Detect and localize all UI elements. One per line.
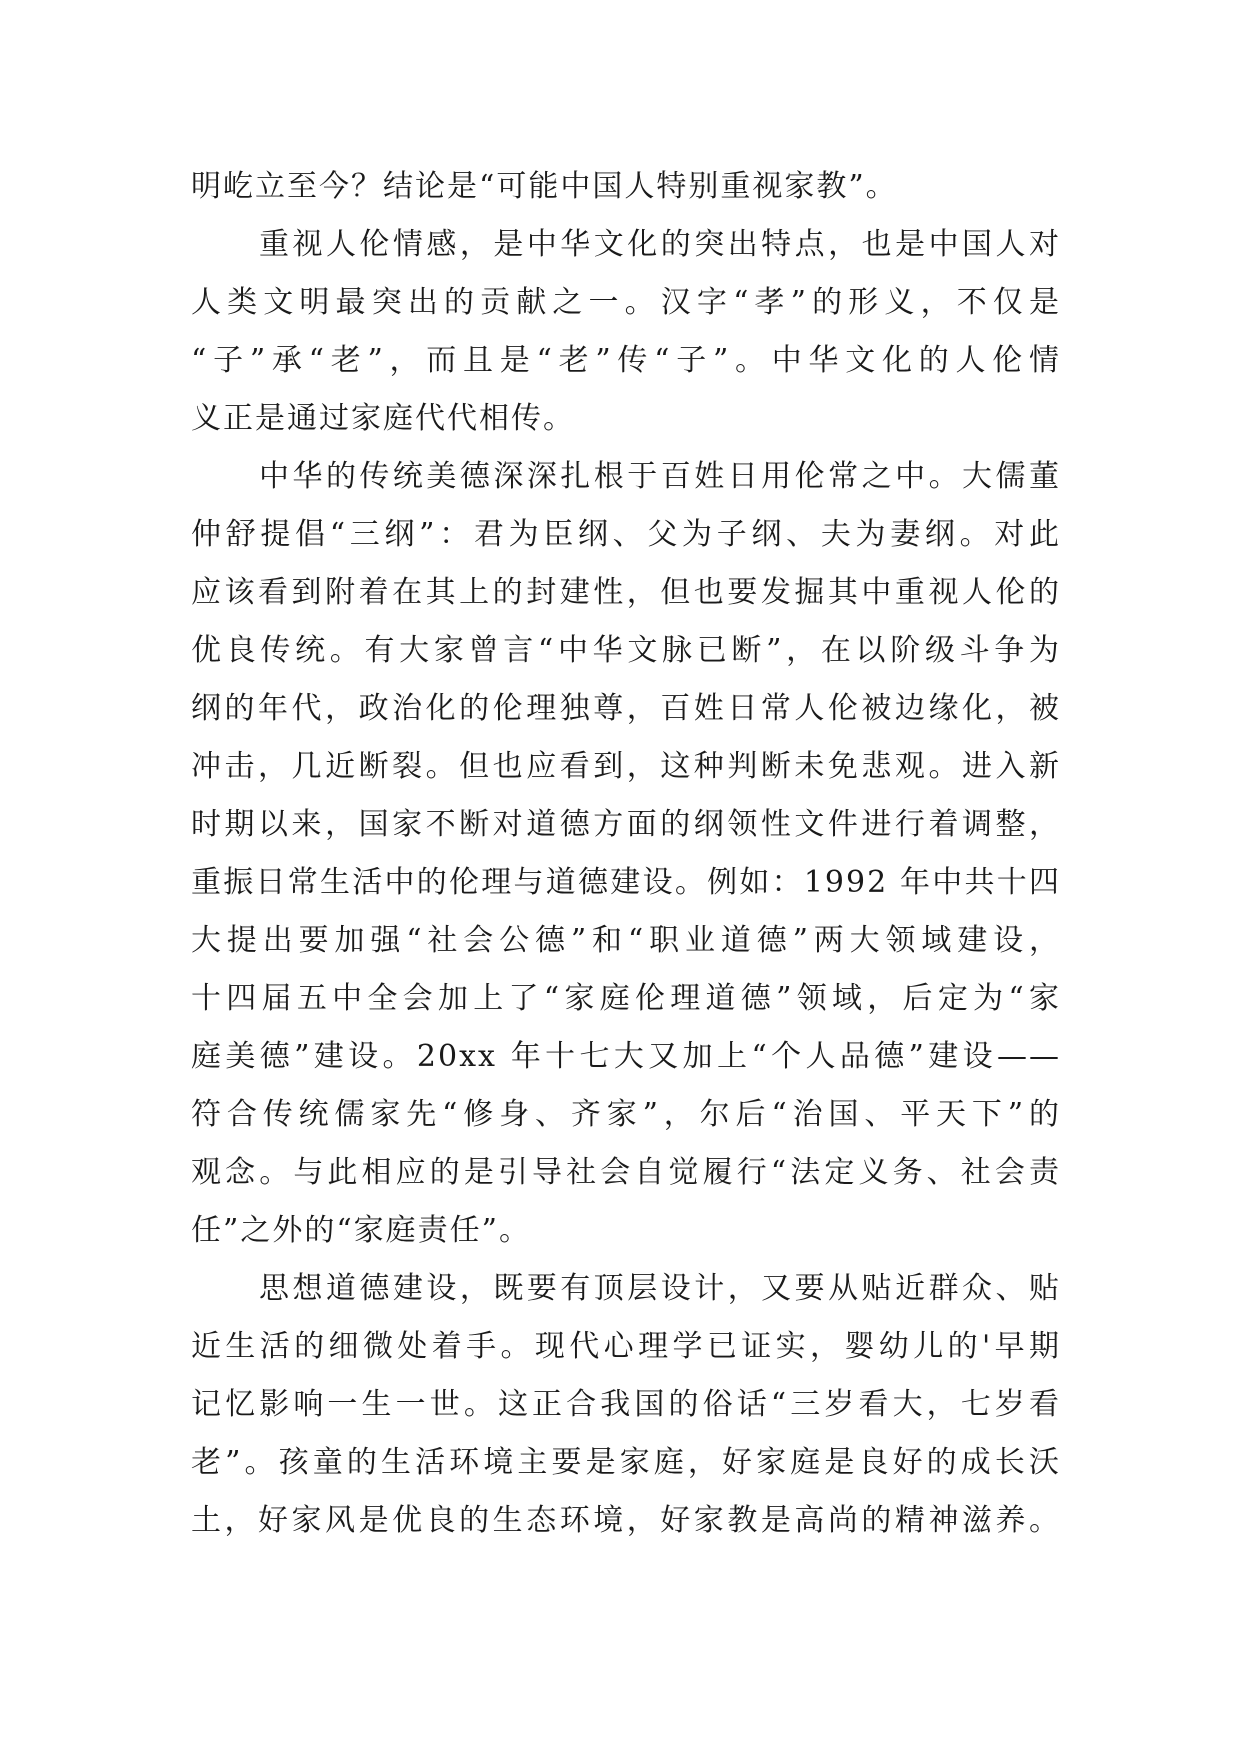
text-line: 大提出要加强“社会公德”和“职业道德”两大领域建设，: [191, 923, 1061, 958]
text-line: 义正是通过家庭代代相传。: [191, 401, 575, 436]
text-line: 冲击，几近断裂。但也应看到，这种判断未免悲观。进入新: [191, 749, 1061, 784]
text-line: 中华的传统美德深深扎根于百姓日用伦常之中。大儒董: [259, 459, 1061, 494]
body-text: [191, 158, 1061, 1550]
text-line: 时期以来，国家不断对道德方面的纲领性文件进行着调整，: [191, 807, 1061, 842]
text-line: 明屹立至今？结论是“可能中国人特别重视家教”。: [191, 169, 898, 204]
text-line: 重振日常生活中的伦理与道德建设。例如：1992 年中共十四: [191, 865, 1061, 900]
text-line: 土，好家风是优良的生态环境，好家教是高尚的精神滋养。: [191, 1503, 1061, 1538]
text-line: 十四届五中全会加上了“家庭伦理道德”领域，后定为“家: [191, 981, 1061, 1016]
text-line: 仲舒提倡“三纲”：君为臣纲、父为子纲、夫为妻纲。对此: [191, 517, 1061, 552]
text-line: 记忆影响一生一世。这正合我国的俗话“三岁看大，七岁看: [191, 1387, 1061, 1422]
text-line: 任”之外的“家庭责任”。: [191, 1213, 532, 1248]
text-line: 庭美德”建设。20xx 年十七大又加上“个人品德”建设——: [191, 1039, 1061, 1074]
text-line: 近生活的细微处着手。现代心理学已证实，婴幼儿的'早期: [191, 1329, 1061, 1364]
text-line: 思想道德建设，既要有顶层设计，又要从贴近群众、贴: [259, 1271, 1061, 1306]
text-line: “子”承“老”，而且是“老”传“子”。中华文化的人伦情: [191, 343, 1061, 378]
text-line: 纲的年代，政治化的伦理独尊，百姓日常人伦被边缘化，被: [191, 691, 1061, 726]
text-line: 应该看到附着在其上的封建性，但也要发掘其中重视人伦的: [191, 575, 1061, 610]
text-line: 人类文明最突出的贡献之一。汉字“孝”的形义，不仅是: [191, 285, 1061, 320]
text-line: 老”。孩童的生活环境主要是家庭，好家庭是良好的成长沃: [191, 1445, 1061, 1480]
text-line: 重视人伦情感，是中华文化的突出特点，也是中国人对: [259, 227, 1061, 262]
text-line: 观念。与此相应的是引导社会自觉履行“法定义务、社会责: [191, 1155, 1061, 1190]
text-line: 符合传统儒家先“修身、齐家”，尔后“治国、平天下”的: [191, 1097, 1061, 1132]
text-line: 优良传统。有大家曾言“中华文脉已断”，在以阶级斗争为: [191, 633, 1061, 668]
